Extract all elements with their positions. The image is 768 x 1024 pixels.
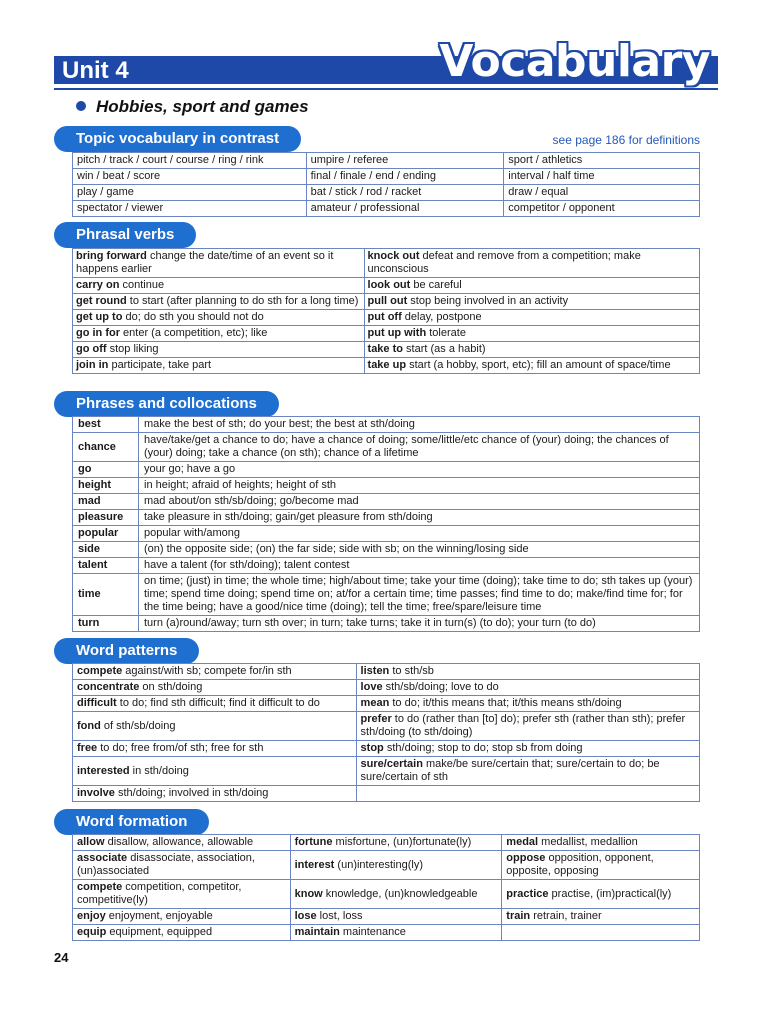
page-number: 24: [54, 950, 69, 965]
table-cell: [73, 757, 357, 786]
table-row: [73, 851, 700, 880]
entry-definition: (un)interesting(ly): [334, 858, 423, 871]
table-cell: [73, 696, 357, 712]
table-row: [73, 169, 700, 185]
section-title: Vocabulary: [439, 36, 710, 87]
table-cell: [364, 310, 699, 326]
table-cell: go: [73, 462, 139, 478]
topic-text: Hobbies, sport and games: [96, 97, 309, 116]
table-row: [73, 664, 700, 680]
entry-definition: to do; find sth difficult; find it difficult to do: [116, 697, 320, 709]
table-cell: chance: [73, 433, 139, 462]
entry-keyword: medal: [506, 836, 539, 848]
table-cell: [73, 835, 291, 851]
entry-keyword: take up: [367, 359, 407, 371]
table-cell: [73, 664, 357, 680]
entry-definition: to do; free from/of sth; free for sth: [97, 742, 264, 754]
entry-keyword: free: [77, 742, 98, 754]
entry-keyword: go off: [76, 343, 107, 355]
unit-header: [54, 36, 718, 92]
entry-definition: practise, (im)practical(ly): [548, 887, 672, 900]
entry-definition: change the date/time of an event so it happens earlier: [76, 250, 334, 275]
section-tab-phrasal: Phrasal verbs: [54, 222, 196, 248]
table-cell: [502, 909, 700, 925]
entry-keyword: sure/certain: [360, 758, 423, 770]
table-row: [73, 326, 700, 342]
table-cell: turn (a)round/away; turn sth over; in turn; take turns; take it in turn(s) (to do); your turn (to do): [139, 616, 700, 632]
entry-keyword: knock out: [367, 250, 420, 262]
table-row: [73, 342, 700, 358]
table-cell: [502, 835, 700, 851]
entry-definition: sth/doing; stop to do; stop sb from doing: [383, 742, 583, 754]
table-cell: [356, 741, 699, 757]
table-cell: [502, 880, 700, 909]
entry-definition: of sth/sb/doing: [100, 719, 176, 732]
unit-title: Unit 4: [62, 57, 129, 84]
entry-definition: start (a hobby, sport, etc); fill an amount of space/time: [406, 359, 671, 371]
table-cell: have/take/get a chance to do; have a chance of doing; some/little/etc chance of (your) doing; the chances of (your) doing; take a chance (on sth); chance of a lifetime: [139, 433, 700, 462]
entry-keyword: allow: [77, 836, 105, 848]
entry-keyword: difficult: [77, 697, 117, 709]
entry-keyword: join in: [76, 359, 109, 371]
table-cell: have a talent (for sth/doing); talent contest: [139, 558, 700, 574]
entry-definition: enter (a competition, etc); like: [120, 327, 268, 339]
table-cell: [73, 880, 291, 909]
section-tab-phrases: Phrases and collocations: [54, 391, 279, 417]
table-row: [73, 201, 700, 217]
table-row: [73, 786, 700, 802]
table-row: [73, 558, 700, 574]
entry-definition: stop liking: [106, 343, 159, 355]
table-cell: interval / half time: [504, 169, 700, 185]
table-cell: competitor / opponent: [504, 201, 700, 217]
entry-keyword: get up to: [76, 311, 123, 323]
entry-keyword: prefer: [360, 713, 392, 725]
topic-heading: [76, 97, 309, 117]
table-cell: amateur / professional: [306, 201, 504, 217]
table-cell: [364, 249, 699, 278]
header-rule: [54, 88, 718, 90]
entry-definition: continue: [119, 279, 165, 291]
table-cell: [356, 712, 699, 741]
table-cell: on time; (just) in time; the whole time; high/about time; take your time (doing); take time to do; sth takes up (your) time; spend time doing; spend time on; at/for a certain time; time passes; find time to do; make/find time for; for the time being; have a good/nice time (doing); tell the time; free/spare/leisure time: [139, 574, 700, 616]
entry-definition: on sth/doing: [139, 681, 203, 693]
entry-definition: lost, loss: [316, 910, 363, 922]
entry-keyword: look out: [367, 279, 411, 291]
table-cell: [73, 310, 365, 326]
table-cell: [73, 294, 365, 310]
table-cell: [290, 925, 502, 941]
table-cell: in height; afraid of heights; height of sth: [139, 478, 700, 494]
entry-definition: enjoyment, enjoyable: [105, 910, 213, 922]
entry-definition: misfortune, (un)fortunate(ly): [332, 836, 472, 848]
table-cell: spectator / viewer: [73, 201, 307, 217]
phrasal-verbs-table: [72, 248, 700, 374]
entry-keyword: practice: [506, 887, 549, 900]
entry-definition: against/with sb; compete for/in sth: [122, 665, 292, 677]
table-cell: [290, 835, 502, 851]
entry-keyword: take to: [367, 343, 403, 355]
section-tab-formation: Word formation: [54, 809, 209, 835]
table-row: [73, 741, 700, 757]
entry-keyword: interest: [294, 858, 335, 871]
table-cell: [364, 278, 699, 294]
entry-keyword: get round: [76, 295, 127, 307]
table-cell: [73, 358, 365, 374]
entry-definition: start (as a habit): [403, 343, 486, 355]
entry-definition: tolerate: [426, 327, 466, 339]
table-row: [73, 358, 700, 374]
entry-keyword: mean: [360, 697, 390, 709]
table-cell: [73, 786, 357, 802]
entry-keyword: enjoy: [77, 910, 106, 922]
table-cell: [290, 909, 502, 925]
table-row: [73, 153, 700, 169]
table-cell: [364, 294, 699, 310]
table-cell: [356, 664, 699, 680]
entry-definition: make/be sure/certain that; sure/certain to do; be sure/certain of sth: [360, 758, 660, 783]
table-cell: [502, 925, 700, 941]
entry-definition: defeat and remove from a competition; make unconscious: [367, 250, 641, 275]
table-cell: [356, 757, 699, 786]
table-cell: [73, 680, 357, 696]
entry-definition: competition, competitor, competitive(ly): [77, 881, 242, 906]
entry-keyword: stop: [360, 742, 384, 754]
entry-definition: to do; it/this means that; it/this means sth/doing: [389, 697, 622, 709]
table-row: [73, 680, 700, 696]
table-cell: bat / stick / rod / racket: [306, 185, 504, 201]
entry-keyword: fortune: [294, 836, 333, 848]
table-row: [73, 909, 700, 925]
entry-keyword: carry on: [76, 279, 120, 291]
see-page-note: see page 186 for definitions: [552, 133, 700, 147]
table-row: [73, 294, 700, 310]
entry-definition: sth/sb/doing; love to do: [382, 681, 499, 693]
table-cell: your go; have a go: [139, 462, 700, 478]
table-cell: take pleasure in sth/doing; gain/get pleasure from sth/doing: [139, 510, 700, 526]
table-row: [73, 542, 700, 558]
entry-keyword: associate: [77, 852, 128, 864]
table-row: [73, 249, 700, 278]
entry-keyword: put off: [367, 311, 402, 323]
table-cell: [73, 342, 365, 358]
table-cell: [364, 326, 699, 342]
entry-definition: do; do sth you should not do: [122, 311, 264, 323]
table-cell: pitch / track / court / course / ring / rink: [73, 153, 307, 169]
entry-keyword: train: [506, 910, 531, 922]
table-cell: draw / equal: [504, 185, 700, 201]
table-cell: popular: [73, 526, 139, 542]
table-row: [73, 880, 700, 909]
table-row: [73, 185, 700, 201]
entry-definition: participate, take part: [108, 359, 212, 371]
entry-keyword: lose: [294, 910, 317, 922]
word-formation-table: [72, 834, 700, 941]
entry-keyword: know: [294, 887, 323, 900]
phrases-table: [72, 416, 700, 632]
entry-keyword: put up with: [367, 327, 427, 339]
topic-vocab-table: [72, 152, 700, 217]
entry-definition: disallow, allowance, allowable: [104, 836, 254, 848]
table-cell: popular with/among: [139, 526, 700, 542]
entry-definition: stop being involved in an activity: [407, 295, 569, 307]
table-cell: height: [73, 478, 139, 494]
table-cell: [73, 249, 365, 278]
table-row: [73, 478, 700, 494]
bullet-icon: [76, 101, 86, 111]
table-row: [73, 757, 700, 786]
table-row: [73, 712, 700, 741]
table-cell: [356, 680, 699, 696]
table-cell: (on) the opposite side; (on) the far side; side with sb; on the winning/losing side: [139, 542, 700, 558]
entry-keyword: go in for: [76, 327, 120, 339]
table-cell: [356, 696, 699, 712]
table-cell: [73, 741, 357, 757]
table-row: [73, 462, 700, 478]
entry-definition: be careful: [410, 279, 462, 291]
table-row: [73, 433, 700, 462]
entry-definition: equipment, equipped: [106, 926, 213, 938]
table-cell: [73, 909, 291, 925]
table-cell: mad: [73, 494, 139, 510]
table-cell: side: [73, 542, 139, 558]
table-row: [73, 835, 700, 851]
table-row: [73, 574, 700, 616]
entry-keyword: concentrate: [77, 681, 140, 693]
entry-keyword: pull out: [367, 295, 408, 307]
table-row: [73, 310, 700, 326]
table-row: [73, 696, 700, 712]
table-cell: umpire / referee: [306, 153, 504, 169]
entry-keyword: compete: [77, 665, 123, 677]
table-cell: time: [73, 574, 139, 616]
section-tab-patterns: Word patterns: [54, 638, 199, 664]
table-cell: [290, 851, 502, 880]
table-row: [73, 510, 700, 526]
entry-definition: in sth/doing: [129, 764, 189, 777]
table-row: [73, 526, 700, 542]
entry-definition: opposition, opponent, opposite, opposing: [506, 852, 654, 877]
table-cell: [73, 278, 365, 294]
table-cell: [73, 712, 357, 741]
table-cell: [502, 851, 700, 880]
entry-keyword: love: [360, 681, 383, 693]
entry-keyword: maintain: [294, 926, 340, 938]
table-cell: [364, 342, 699, 358]
entry-keyword: involve: [77, 787, 115, 799]
entry-keyword: compete: [77, 881, 123, 893]
entry-definition: to sth/sb: [389, 665, 434, 677]
table-cell: talent: [73, 558, 139, 574]
entry-keyword: oppose: [506, 852, 546, 864]
entry-definition: sth/doing; involved in sth/doing: [114, 787, 269, 799]
table-cell: [73, 925, 291, 941]
table-cell: make the best of sth; do your best; the best at sth/doing: [139, 417, 700, 433]
entry-definition: disassociate, association, (un)associated: [77, 852, 255, 877]
table-cell: sport / athletics: [504, 153, 700, 169]
entry-definition: maintenance: [339, 926, 406, 938]
entry-keyword: fond: [77, 719, 101, 732]
table-row: [73, 925, 700, 941]
table-cell: [290, 880, 502, 909]
table-cell: best: [73, 417, 139, 433]
table-cell: win / beat / score: [73, 169, 307, 185]
entry-definition: medallist, medallion: [538, 836, 638, 848]
table-cell: [73, 851, 291, 880]
table-cell: final / finale / end / ending: [306, 169, 504, 185]
table-row: [73, 417, 700, 433]
section-tab-topic-vocab: Topic vocabulary in contrast: [54, 126, 301, 152]
table-cell: [356, 786, 699, 802]
table-cell: turn: [73, 616, 139, 632]
entry-definition: to start (after planning to do sth for a long time): [126, 295, 359, 307]
entry-keyword: interested: [77, 764, 130, 777]
word-patterns-table: [72, 663, 700, 802]
table-row: [73, 494, 700, 510]
table-cell: [364, 358, 699, 374]
table-cell: play / game: [73, 185, 307, 201]
table-row: [73, 616, 700, 632]
entry-keyword: bring forward: [76, 250, 147, 262]
entry-definition: knowledge, (un)knowledgeable: [322, 887, 478, 900]
table-cell: pleasure: [73, 510, 139, 526]
table-cell: [73, 326, 365, 342]
entry-definition: retrain, trainer: [530, 910, 602, 922]
entry-keyword: listen: [360, 665, 390, 677]
table-cell: mad about/on sth/sb/doing; go/become mad: [139, 494, 700, 510]
entry-keyword: equip: [77, 926, 107, 938]
entry-definition: to do (rather than [to] do); prefer sth (rather than sth); prefer sth/doing (to sth/doing): [360, 713, 686, 738]
table-row: [73, 278, 700, 294]
entry-definition: delay, postpone: [401, 311, 482, 323]
